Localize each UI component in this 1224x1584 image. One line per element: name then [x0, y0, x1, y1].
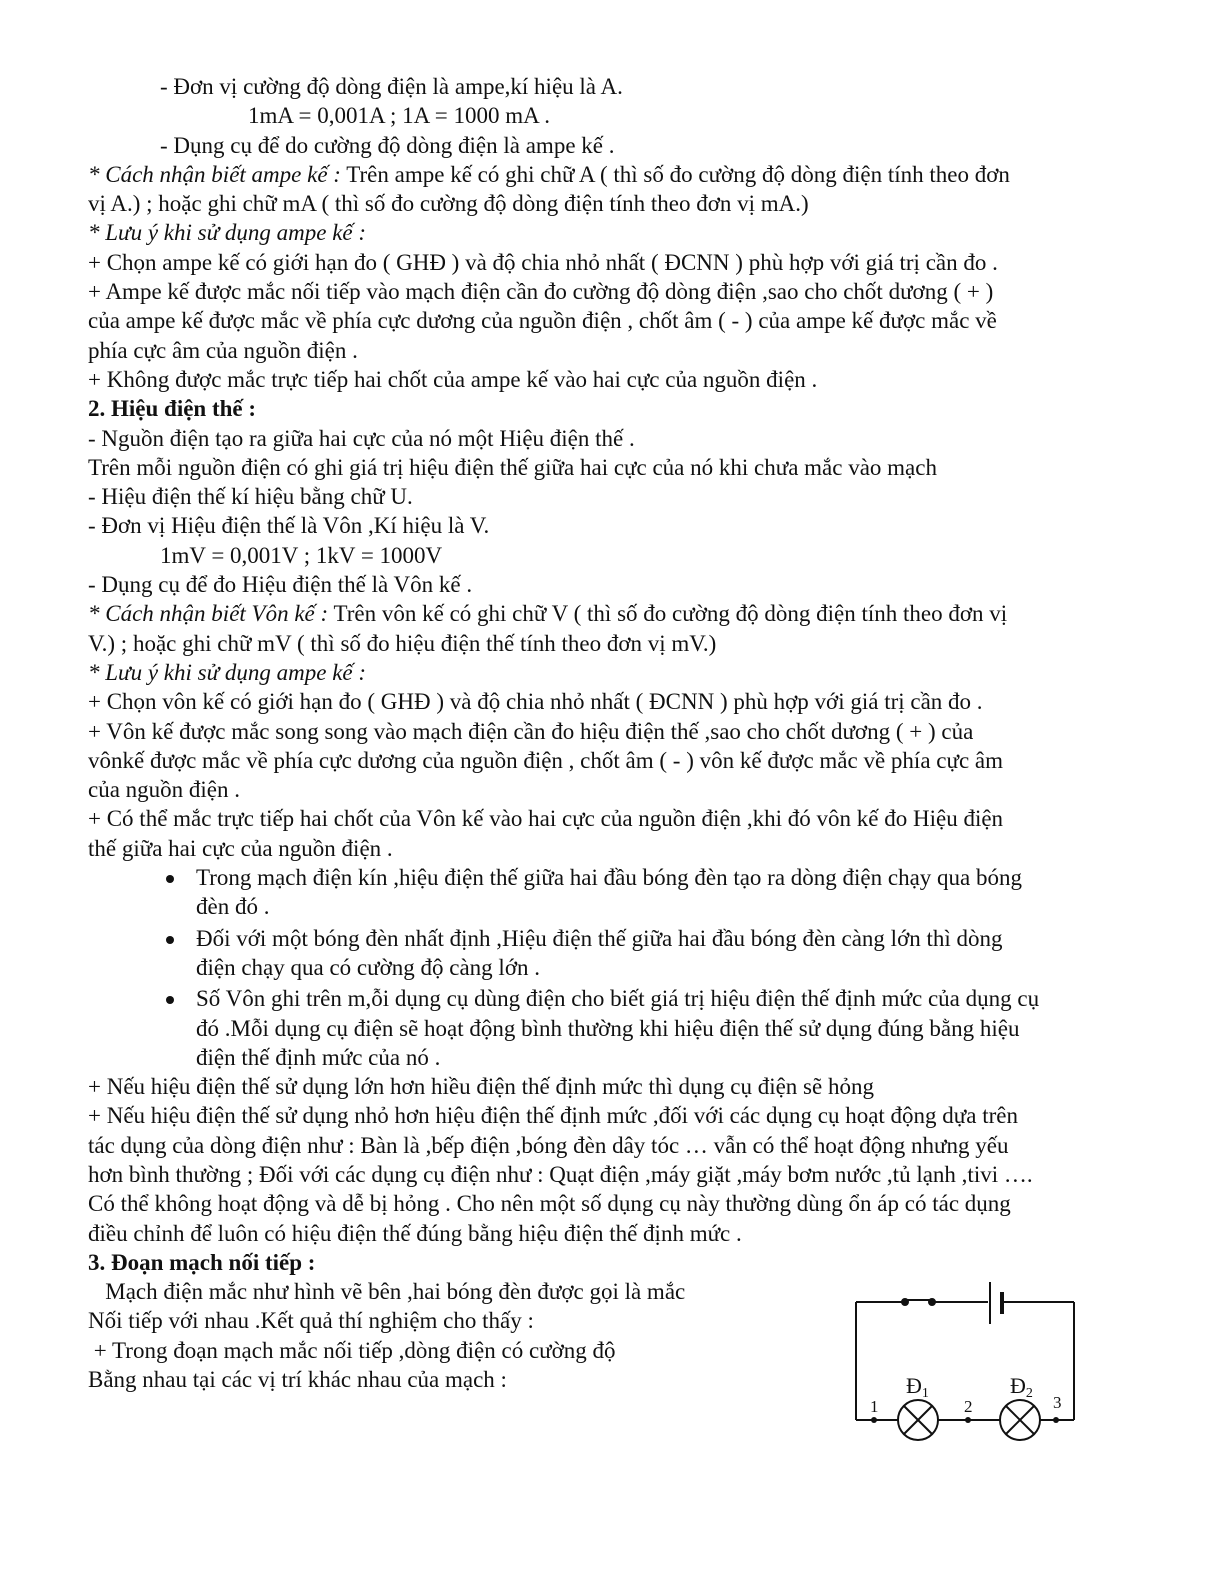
bullet-item — [88, 984, 1148, 1072]
battery-icon — [990, 1282, 1002, 1324]
bullet-dot-icon — [166, 936, 174, 944]
volt-note-line: vônkế được mắc về phía cực dương của nguồn điện , chốt âm ( - ) vôn kế được mắc về phía cực âm — [88, 747, 1004, 773]
ampe-recognition-label: * Cách nhận biết ampe kế : — [88, 161, 341, 187]
bullet-text: điện thế định mức của nó . — [196, 1044, 441, 1070]
rated-voltage-line: tác dụng của dòng điện như : Bàn là ,bếp điện ,bóng đèn dây tóc … vẫn có thể hoạt động nhưng yếu — [88, 1132, 1009, 1158]
volt-recognition-line-2: V.) ; hoặc ghi chữ mV ( thì số đo hiệu điện thế tính theo đơn vị mV.) — [88, 630, 717, 656]
section-2-line: - Nguồn điện tạo ra giữa hai cực của nó một Hiệu điện thế . — [88, 425, 635, 451]
section-2-line: - Đơn vị Hiệu điện thế là Vôn ,Kí hiệu là V. — [88, 513, 490, 539]
point-3-label: 3 — [1053, 1393, 1062, 1412]
ampe-recognition-line-2: vị A.) ; hoặc ghi chữ mA ( thì số đo cường độ dòng điện tính theo đơn vị mA.) — [88, 191, 809, 217]
section-3-line: Nối tiếp với nhau .Kết quả thí nghiệm cho thấy : — [88, 1308, 534, 1334]
rated-voltage-line: + Nếu hiệu điện thế sử dụng nhỏ hơn hiệu điện thế định mức ,đối với các dụng cụ hoạt động dựa trên — [88, 1103, 1018, 1129]
switch-icon — [902, 1299, 935, 1305]
section-3-line: Bằng nhau tại các vị trí khác nhau của mạch : — [88, 1367, 507, 1393]
bullet-text: đèn đó . — [196, 894, 270, 920]
rated-voltage-line: điều chỉnh để luôn có hiệu điện thế đúng bằng hiệu điện thế định mức . — [88, 1220, 742, 1246]
bullet-text: điện chạy qua có cường độ càng lớn . — [196, 954, 540, 980]
section-3-text — [88, 1277, 808, 1394]
ampe-note-line: của ampe kế được mắc về phía cực dương của nguồn điện , chốt âm ( - ) của ampe kế được mắc về — [88, 308, 997, 334]
section-2-heading: 2. Hiệu điện thế : — [88, 396, 257, 422]
volt-note-line: + Chọn vôn kế có giới hạn đo ( GHĐ ) và độ chia nhỏ nhất ( ĐCNN ) phù hợp với giá trị cần đo . — [88, 689, 983, 715]
ampe-recognition-line — [88, 160, 1148, 189]
junction-3-dot — [1053, 1417, 1059, 1423]
bullet-text: Số Vôn ghi trên m,ỗi dụng cụ dùng điện cho biết giá trị hiệu điện thế định mức của dụng cụ — [196, 986, 1040, 1012]
ampe-note-line: + Chọn ampe kế có giới hạn đo ( GHĐ ) và độ chia nhỏ nhất ( ĐCNN ) phù hợp với giá trị cần đo . — [88, 249, 998, 275]
bullet-text: Trong mạch điện kín ,hiệu điện thế giữa hai đầu bóng đèn tạo ra dòng điện chạy qua bóng — [196, 865, 1023, 891]
rated-voltage-line: hơn bình thường ; Đối với các dụng cụ điện như : Quạt điện ,máy giặt ,máy bơm nước ,tủ lạnh ,tivi …. — [88, 1161, 1033, 1187]
rated-voltage-line: Có thể không hoạt động và dễ bị hỏng . Cho nên một số dụng cụ này thường dùng ổn áp có tác dụng — [88, 1191, 1011, 1217]
volt-note-line: + Vôn kế được mắc song song vào mạch điện cần đo hiệu điện thế ,sao cho chốt dương ( + ) của — [88, 718, 974, 744]
section-3-line: Mạch điện mắc như hình vẽ bên ,hai bóng đèn được gọi là mắc — [88, 1279, 686, 1305]
section-3-heading: 3. Đoạn mạch nối tiếp : — [88, 1249, 316, 1275]
section-2-line: Trên mỗi nguồn điện có ghi giá trị hiệu điện thế giữa hai cực của nó khi chưa mắc vào mạch — [88, 454, 937, 480]
ampe-note-line: + Ampe kế được mắc nối tiếp vào mạch điện cần đo cường độ dòng điện ,sao cho chốt dương ( + ) — [88, 279, 994, 305]
document-page — [88, 72, 1148, 1394]
volt-recognition-text: Trên vôn kế có ghi chữ V ( thì số đo cường độ dòng điện tính theo đơn vị — [328, 601, 1008, 627]
lamp-1-label: Đ1 — [906, 1373, 929, 1401]
ampere-conversion-line: 1mA = 0,001A ; 1A = 1000 mA . — [248, 103, 550, 129]
ampe-recognition-text: Trên ampe kế có ghi chữ A ( thì số đo cường độ dòng điện tính theo đơn — [340, 161, 1010, 187]
lamp-2-icon — [1000, 1400, 1040, 1440]
section-3-line: + Trong đoạn mạch mắc nối tiếp ,dòng điện có cường độ — [88, 1337, 616, 1363]
point-1-label: 1 — [870, 1397, 879, 1416]
lamp-2-label: Đ2 — [1010, 1373, 1033, 1401]
junction-2-dot — [965, 1417, 971, 1423]
ampere-unit-line: - Đơn vị cường độ dòng điện là ampe,kí hiệu là A. — [160, 74, 623, 99]
series-circuit-diagram — [848, 1278, 1088, 1448]
volt-tool-line: - Dụng cụ để đo Hiệu điện thế là Vôn kế . — [88, 572, 473, 598]
volt-recognition-line — [88, 599, 1148, 628]
bullet-text: Đối với một bóng đèn nhất định ,Hiệu điện thế giữa hai đầu bóng đèn càng lớn thì dòng — [196, 925, 1003, 951]
ampe-note-line: phía cực âm của nguồn điện . — [88, 337, 358, 363]
volt-recognition-label: * Cách nhận biết Vôn kế : — [88, 601, 329, 627]
lamp-1-icon — [898, 1400, 938, 1440]
bullet-text: đó .Mỗi dụng cụ điện sẽ hoạt động bình thường khi hiệu điện thế sử dụng đúng bằng hiệu — [196, 1015, 1020, 1041]
ampe-note-line: + Không được mắc trực tiếp hai chốt của ampe kế vào hai cực của nguồn điện . — [88, 366, 818, 392]
section-2-line: - Hiệu điện thế kí hiệu bằng chữ U. — [88, 484, 413, 510]
junction-1-dot — [871, 1417, 877, 1423]
volt-note-line: của nguồn điện . — [88, 777, 241, 803]
ampere-tool-line: - Dụng cụ để do cường độ dòng điện là ampe kế . — [160, 132, 615, 158]
volt-conversion-line: 1mV = 0,001V ; 1kV = 1000V — [160, 542, 443, 568]
bullet-dot-icon — [166, 996, 174, 1004]
bullet-dot-icon — [166, 875, 174, 883]
point-2-label: 2 — [964, 1397, 973, 1416]
volt-note-label: * Lưu ý khi sử dụng ampe kế : — [88, 659, 367, 685]
ampe-note-label: * Lưu ý khi sử dụng ampe kế : — [88, 220, 367, 246]
bullet-item — [88, 863, 1148, 922]
rated-voltage-line: + Nếu hiệu điện thế sử dụng lớn hơn hiều điện thế định mức thì dụng cụ điện sẽ hỏng — [88, 1074, 874, 1100]
volt-note-line: thế giữa hai cực của nguồn điện . — [88, 835, 393, 861]
bullet-item — [88, 924, 1148, 983]
volt-note-line: + Có thể mắc trực tiếp hai chốt của Vôn kế vào hai cực của nguồn điện ,khi đó vôn kế đo Hiệu điện — [88, 806, 1004, 832]
